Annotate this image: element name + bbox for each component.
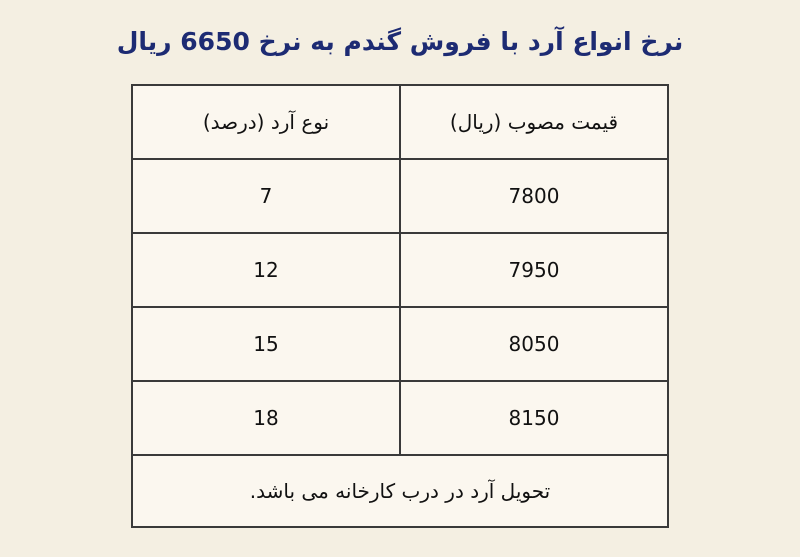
cell-type: 12 xyxy=(132,233,400,307)
table-row xyxy=(132,233,668,307)
table-footer-row xyxy=(132,455,668,527)
footer-note: تحویل آرد در درب کارخانه می باشد. xyxy=(132,455,668,527)
cell-price: 8150 xyxy=(400,381,668,455)
table-header-row xyxy=(132,85,668,159)
table-row xyxy=(132,159,668,233)
column-header-flour-type: نوع آرد (درصد) xyxy=(132,85,400,159)
cell-price: 7950 xyxy=(400,233,668,307)
table-row xyxy=(132,307,668,381)
table-row xyxy=(132,381,668,455)
table-container xyxy=(0,84,800,528)
flour-rates-table xyxy=(131,84,669,528)
page-title: نرخ انواع آرد با فروش گندم به نرخ 6650 ریال xyxy=(116,27,684,56)
column-header-approved-price: قیمت مصوب (ریال) xyxy=(400,85,668,159)
cell-type: 18 xyxy=(132,381,400,455)
cell-price: 7800 xyxy=(400,159,668,233)
cell-type: 15 xyxy=(132,307,400,381)
cell-type: 7 xyxy=(132,159,400,233)
cell-price: 8050 xyxy=(400,307,668,381)
